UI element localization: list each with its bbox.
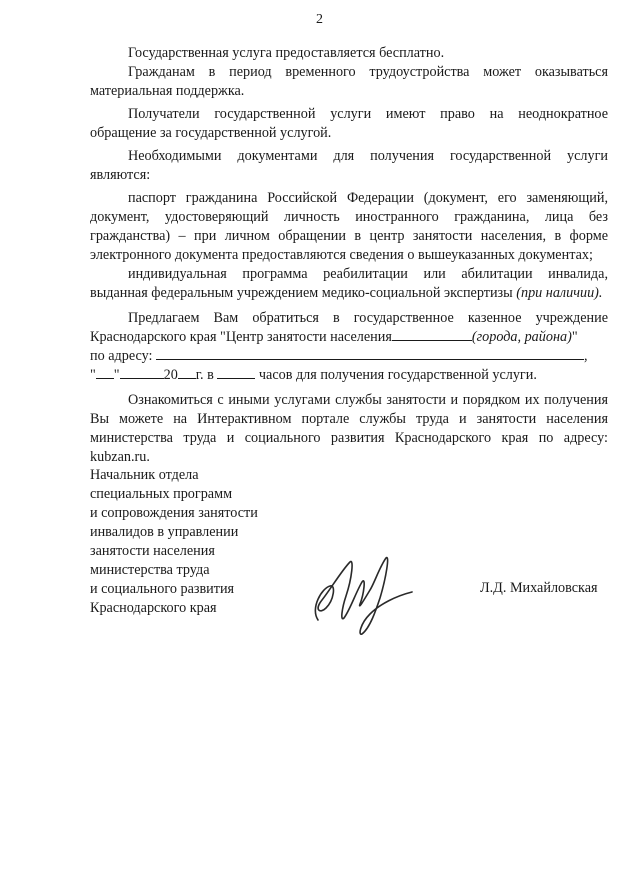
signatory-position: Начальник отдела специальных программ и сопровождения занятости инвалидов в управлении занятости населения министерства труда и социального развития Краснодарского края: [90, 467, 258, 616]
blank-city: [392, 328, 472, 341]
address-line: по адресу: ,: [90, 348, 588, 364]
paragraph-passport: паспорт гражданина Российской Федерации (документ, его заменяющий, документ, удостоверяющий личность иностранного гражданина, лица без гражданства) – при личном обращении в центр занятости населения, в форме электронного документа предоставляются сведения о вышеуказанных документах;: [90, 190, 608, 263]
blank-year: [178, 366, 196, 379]
signatory-name: Л.Д. Михайловская: [480, 580, 598, 596]
paragraph-other-services: Ознакомиться с иными услугами службы занятости и порядком их получения Вы можете на Интерактивном портале службы труда и занятости населения министерства труда и социального развития Краснодарского края по адресу: kubzan.ru.: [90, 392, 608, 465]
note-if-available: (при наличии).: [516, 285, 603, 301]
handwritten-signature: [300, 548, 420, 638]
page-number: 2: [316, 12, 323, 27]
paragraph-required-docs: Необходимыми документами для получения государственной услуги являются:: [90, 148, 608, 183]
blank-month: [120, 366, 164, 379]
paragraph-repeat-application: Получатели государственной услуги имеют право на неоднократное обращение за государственной услугой.: [90, 106, 608, 141]
blank-address: [156, 347, 584, 360]
paragraph-material-support: Гражданам в период временного трудоустройства может оказываться материальная поддержка.: [90, 64, 608, 99]
paragraph-rehab-program: индивидуальная программа реабилитации или абилитации инвалида, выданная федеральным учреждением медико-социальной экспертизы (при наличии).: [90, 266, 608, 301]
paragraph-free: Государственная услуга предоставляется бесплатно.: [128, 45, 445, 61]
paragraph-propose: Предлагаем Вам обратиться в государственное казенное учреждение Краснодарского края "Центр занятости населения (города, района)": [90, 310, 608, 345]
blank-time: [217, 366, 255, 379]
date-line: " " 20 г. в часов для получения государственной услуги.: [90, 367, 537, 383]
blank-day: [96, 366, 114, 379]
letter-body: [90, 44, 608, 467]
